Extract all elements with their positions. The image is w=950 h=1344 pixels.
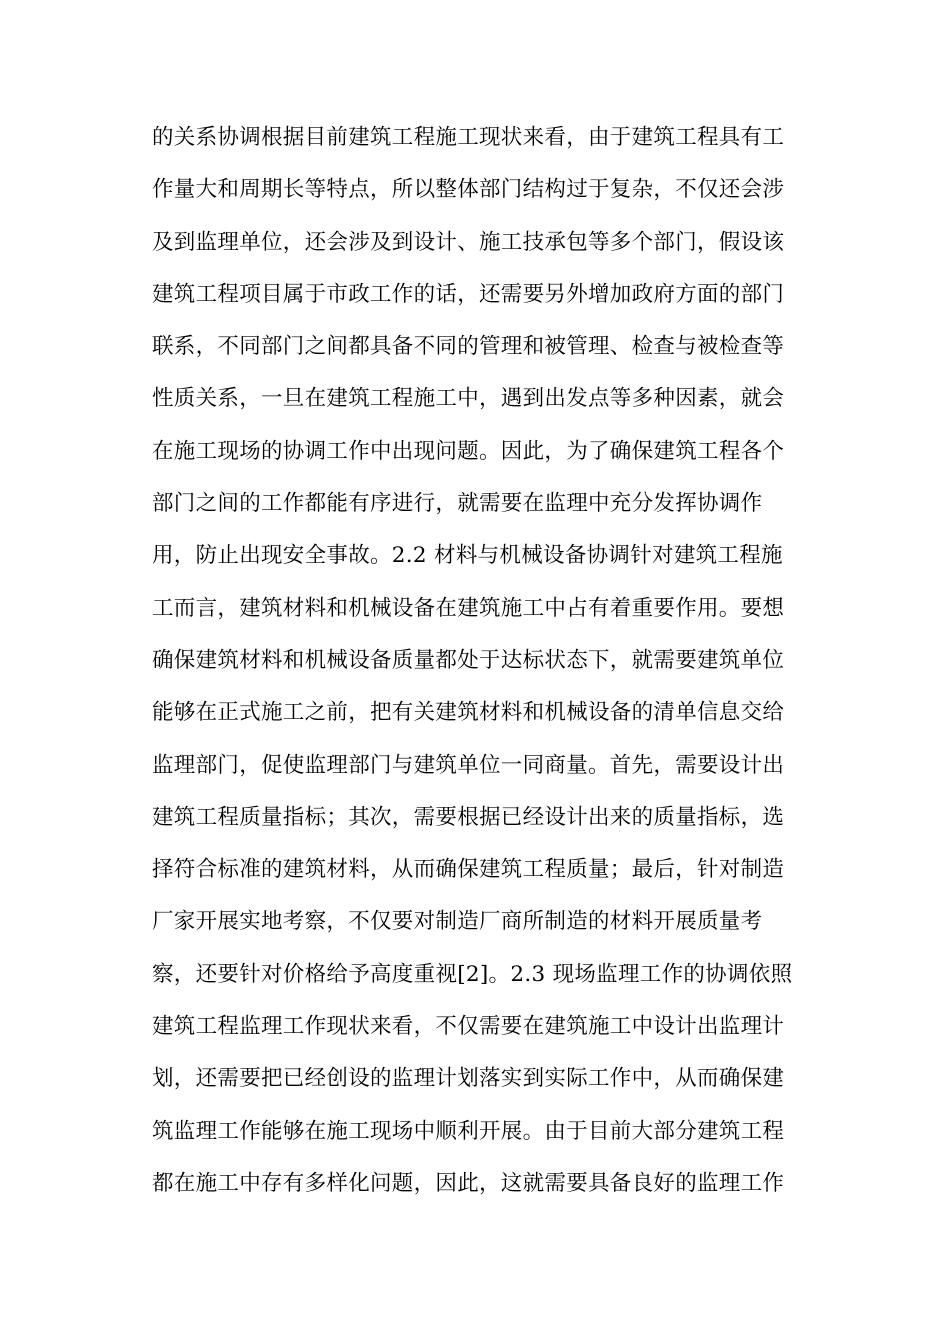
text-line-12: 能够在正式施工之前，把有关建筑材料和机械设备的清单信息交给: [152, 700, 785, 726]
text-line-10: 工而言，建筑材料和机械设备在建筑施工中占有着重要作用。要想: [152, 595, 785, 621]
text-line-18: 建筑工程监理工作现状来看，不仅需要在建筑施工中设计出监理计: [152, 1014, 785, 1040]
text-line-9: 用，防止出现安全事故。2.2 材料与机械设备协调针对建筑工程施: [152, 543, 783, 569]
text-line-5: 联系，不同部门之间都具备不同的管理和被管理、检查与被检查等: [152, 334, 785, 360]
text-line-2: 作量大和周期长等特点，所以整体部门结构过于复杂，不仅还会涉: [152, 177, 785, 203]
text-line-17: 察，还要针对价格给予高度重视[2]。2.3 现场监理工作的协调依照: [152, 961, 793, 987]
text-line-16: 厂家开展实地考察，不仅要对制造厂商所制造的材料开展质量考: [152, 909, 763, 935]
text-line-19: 划，还需要把已经创设的监理计划落实到实际工作中，从而确保建: [152, 1066, 785, 1092]
text-line-14: 建筑工程质量指标；其次，需要根据已经设计出来的质量指标，选: [152, 804, 785, 830]
text-line-15: 择符合标准的建筑材料，从而确保建筑工程质量；最后，针对制造: [152, 857, 785, 883]
text-line-1: 的关系协调根据目前建筑工程施工现状来看，由于建筑工程具有工: [152, 125, 785, 150]
text-line-21: 都在施工中存有多样化问题，因此，这就需要具备良好的监理工作: [152, 1170, 785, 1196]
text-line-8: 部门之间的工作都能有序进行，就需要在监理中充分发挥协调作: [152, 491, 763, 517]
text-line-11: 确保建筑材料和机械设备质量都处于达标状态下，就需要建筑单位: [152, 647, 785, 673]
text-line-7: 在施工现场的协调工作中出现问题。因此，为了确保建筑工程各个: [152, 438, 785, 464]
text-line-13: 监理部门，促使监理部门与建筑单位一同商量。首先，需要设计出: [152, 752, 785, 778]
text-line-6: 性质关系，一旦在建筑工程施工中，遇到出发点等多种因素，就会: [152, 386, 785, 412]
text-line-20: 筑监理工作能够在施工现场中顺利开展。由于目前大部分建筑工程: [152, 1118, 785, 1144]
body-paragraph: [152, 118, 812, 1216]
text-line-3: 及到监理单位，还会涉及到设计、施工技承包等多个部门，假设该: [152, 229, 785, 255]
text-line-4: 建筑工程项目属于市政工作的话，还需要另外增加政府方面的部门: [152, 281, 785, 307]
